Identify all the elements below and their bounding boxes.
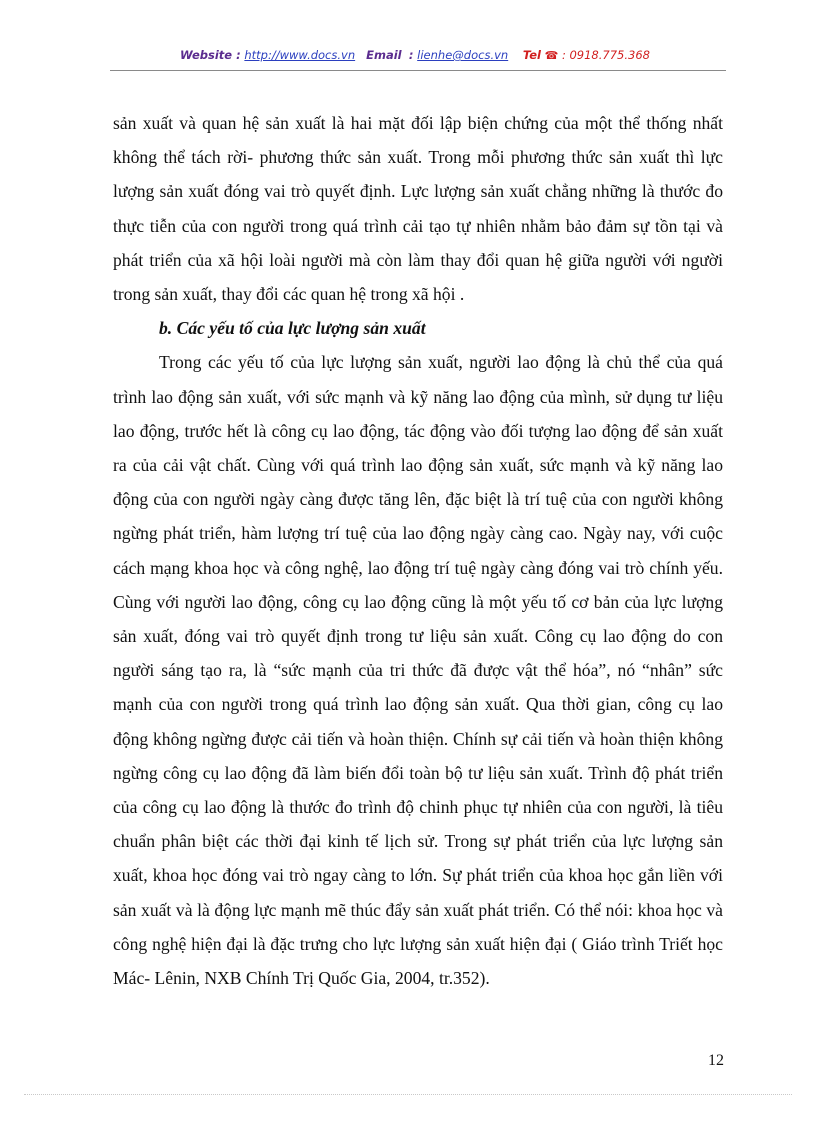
email-link[interactable]: lienhe@docs.vn — [417, 48, 509, 62]
page-header — [110, 48, 720, 62]
email-label: Email — [366, 48, 402, 62]
document-body — [113, 106, 723, 995]
header-divider — [110, 70, 726, 71]
paragraph-1: sản xuất và quan hệ sản xuất là hai mặt đối lập biện chứng của một thể thống nhất không thể tách rời- phương thức sản xuất. Trong mỗi phương thức sản xuất thì lực lượng sản xuất đóng vai trò quyết định. Lực lượng sản xuất chẳng những là thước đo thực tiễn của con người trong quá trình cải tạo tự nhiên nhằm bảo đảm sự tồn tại và phát triển của xã hội loài người mà còn làm thay đổi quan hệ giữa người với người trong sản xuất, thay đổi các quan hệ trong xã hội . — [113, 113, 723, 305]
tel-separator: : — [561, 48, 566, 62]
website-label: Website : — [180, 48, 241, 62]
phone-icon: ☎ — [544, 49, 559, 62]
section-subheading: b. Các yếu tố của lực lượng sản xuất — [159, 318, 426, 339]
tel-label: Tel — [522, 48, 541, 62]
page-number: 12 — [708, 1052, 724, 1069]
tel-number: 0918.775.368 — [569, 48, 650, 62]
page-bottom-divider — [24, 1094, 792, 1095]
website-link[interactable]: http://www.docs.vn — [244, 48, 356, 62]
paragraph-2: Trong các yếu tố của lực lượng sản xuất, người lao động là chủ thể của quá trình lao động sản xuất, với sức mạnh và kỹ năng lao động của mình, sử dụng tư liệu lao động, trước hết là công cụ lao động, tác động vào đối tượng lao động để sản xuất ra của cải vật chất. Cùng với quá trình lao động sản xuất, sức mạnh và kỹ năng lao động của con người ngày càng được tăng lên, đặc biệt là trí tuệ của con người không ngừng phát triển, hàm lượng trí tuệ của lao động ngày càng cao. Ngày nay, với cuộc cách mạng khoa học và công nghệ, lao động trí tuệ ngày càng đóng vai trò chính yếu. Cùng với người lao động, công cụ lao động cũng là một yếu tố cơ bản của lực lượng sản xuất, đóng vai trò quyết định trong tư liệu sản xuất. Công cụ lao động do con người sáng tạo ra, là “sức mạnh của tri thức đã được vật thể hóa”, nó “nhân” sức mạnh của con người trong quá trình lao động sản xuất. Qua thời gian, công cụ lao động không ngừng được cải tiến và hoàn thiện. Chính sự cải tiến và hoàn thiện không ngừng công cụ lao động đã làm biến đổi toàn bộ tư liệu sản xuất. Trình độ phát triển của công cụ lao động là thước đo trình độ chinh phục tự nhiên của con người, là tiêu chuẩn phân biệt các thời đại kinh tế lịch sử. Trong sự phát triển của lực lượng sản xuất, khoa học đóng vai trò ngay càng to lớn. Sự phát triển của khoa học gắn liền với sản xuất và là động lực mạnh mẽ thúc đẩy sản xuất phát triển. Có thể nói: khoa học và công nghệ hiện đại là đặc trưng cho lực lượng sản xuất hiện đại ( Giáo trình Triết học Mác- Lênin, NXB Chính Trị Quốc Gia, 2004, tr.352). — [113, 352, 723, 989]
email-separator: : — [408, 48, 414, 62]
